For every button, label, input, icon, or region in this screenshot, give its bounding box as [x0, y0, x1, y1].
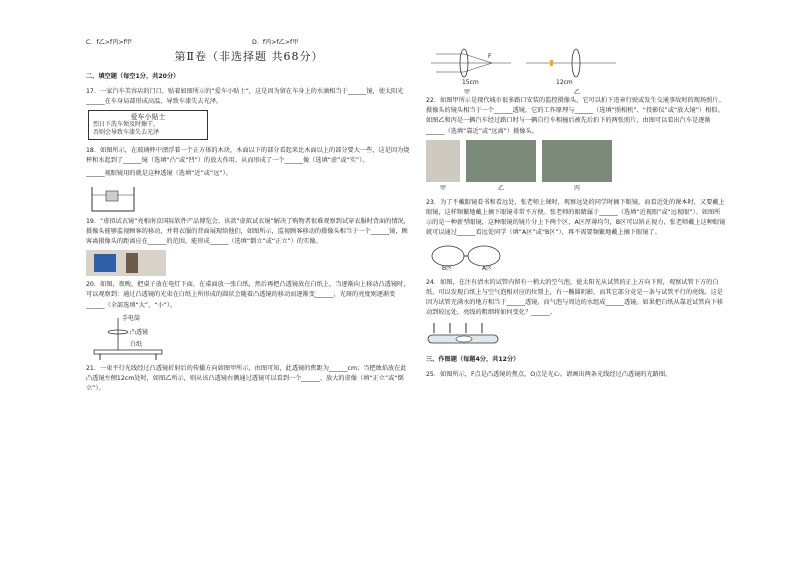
option-c: C．f乙>f丙>f甲 [86, 39, 132, 46]
label-b-zone: B区 [442, 264, 453, 272]
section-fill-blank: 二、填空题（每空1分，共20分） [86, 73, 180, 81]
label-flashlight: 手电筒 [122, 314, 141, 322]
label-a-zone: A区 [482, 264, 493, 272]
label-photo-b: 乙 [498, 184, 505, 192]
lens-figures [426, 38, 726, 96]
tip-title: 爱车小贴士 [130, 113, 166, 122]
question-18: 18．如图所示，在玻璃杯中漂浮着一个正方体的木块，木面以下的部分看起来比木面以上的部分要大一些，这是因为烧杯和水起到了______镜（选填“凸”或“凹”）的放大作用，从而形成了一个______像（选填“虚”或“实”）。 [86, 147, 410, 165]
label-fig-b: 乙 [574, 89, 581, 96]
label-focus: F [488, 53, 492, 60]
glasses-figure [426, 242, 726, 274]
question-22: 22．如图甲所示是现代城市很多路口安装的监控摄像头，它可以拍下违章行驶或发生交通事故时的现场照片。摄像头的镜头相当于一个______透镜，它的工作原理与______（选填“照相机”、“投影仪”或“放大镜”）相似。如图乙和丙是一辆汽车经过路口时与一辆自行车相撞后被先后拍下的两张照片，由图可以看出汽车是逐渐______（选填“靠近”或“远离”）摄像头。 [426, 97, 725, 135]
label-photo-c: 丙 [574, 184, 581, 192]
traffic-photo-panels [426, 140, 616, 194]
section-drawing: 三、作图题（每题4分，共12分） [426, 356, 520, 364]
right-column [426, 38, 726, 383]
traffic-photos [426, 140, 726, 194]
part-title: 第Ⅱ卷（非选择题 共68分） [174, 50, 324, 64]
label-photo-a: 甲 [440, 184, 447, 192]
mirror-photo [86, 250, 166, 276]
tip-line-1: 烈日下洗车须及时擦干， [93, 121, 160, 129]
options-row [86, 38, 412, 48]
question-25: 25．如图所示，F点是凸透镜的焦点，O点是光心。请画出两条光线经过凸透镜的光路图。 [426, 370, 672, 378]
option-d: D．f丙>f乙>f甲 [251, 39, 299, 46]
label-15cm: 15cm [462, 79, 479, 86]
label-lens: 凸透镜 [130, 328, 149, 336]
car-tip-box [88, 110, 208, 140]
convex-lens-diagrams [426, 38, 626, 96]
label-12cm: 12cm [556, 79, 573, 86]
beaker-figure [86, 183, 146, 213]
label-paper: 白纸 [130, 340, 143, 348]
question-24: 24．如图，在注有清水的试管内留有一稍大的空气泡，使太阳光从试管的正上方向下照，观察试管下方的白纸，可以发现白纸上与空气泡相对应的位置上，有一椭圆阴影，而其它部分竟是一条与试管平行的亮线。这是因为试管充满水的地方相当于______透镜，而气泡与周边的水组成______透镜。如果把白纸从靠近试管向下移动到较远处，亮线的粗细将如何变化？______。 [426, 278, 723, 317]
bifocal-glasses [426, 242, 516, 274]
question-21: 21．一束平行光线经过凸透镜折射后的传播方向如图甲所示，由图可知，此透镜的焦距为______cm；当把烛焰放在此凸透镜左侧12cm处时，如图乙所示，则从该凸透镜右侧通过透镜可以看到一个______、放大的虚像（填“正立”或“倒立”）。 [86, 364, 407, 393]
left-column [86, 38, 412, 397]
flashlight-figure [86, 314, 412, 360]
question-18-part2: ______视眼镜用的就是这种透镜（选填“近”或“远”）。 [86, 170, 232, 178]
question-23: 23．为了不戴眼镜看书和看远处，张老师上课时，观察远处的同学时摘下眼镜，而看近处的课本时，又要戴上眼镜，这样频繁地戴上摘下眼镜非常不方便。张老师的眼睛属于______（选填“近视眼”或“远视眼”）。如图所示的是一种新型眼镜，这种眼镜的镜片分上下两个区，A区厚薄均匀，B区可以矫正视力，张老师戴上这种眼镜就可以通过______看远处同学（填“A区”或“B区”），再不需要频繁地戴上摘下眼镜了。 [426, 198, 726, 237]
label-fig-a: 甲 [464, 89, 471, 96]
tip-line-2: 否则会导致车漆失去光泽 [93, 129, 160, 137]
test-tube-figure [426, 321, 506, 351]
question-20: 20．如图，夜晚，把桌子放在电灯下面，在桌面放一张白纸，然后再把凸透镜放在白纸上，当逐渐向上移动凸透镜时，可以观察到：通过凸透镜的光束在白纸上所形成的圆状会随着凸透镜的移动而逐渐变______，光斑的亮度则逐渐变______（全部选填“大”、“小”）。 [86, 281, 410, 309]
question-17: 17．一家汽车美容店的门口，贴着如图所示的“爱车小贴士”，这是因为留在车身上的水滴相当于______镜，使太阳光______在车身局部形成高温，导致车漆失去光泽。 [86, 87, 404, 105]
question-19: 19．“虚拟试衣镜”亮相南京国际软件产品博览会，该款“虚拟试衣镜”解决了购物者很难观察到试穿衣服时背面的情况，摄像头能够监视顾客的移动，并将衣服的背面展现给他们，如图所示，监视顾客移动的摄像头相当于一个______镜，顾客离摄像头的距离应在______的范围，能形成______（选填“倒立”或“正立”）的实像。 [86, 217, 410, 246]
